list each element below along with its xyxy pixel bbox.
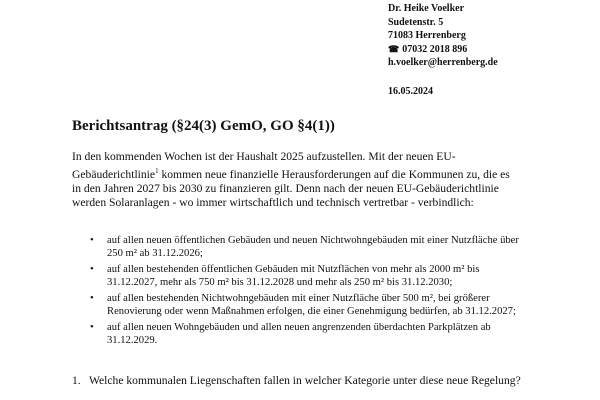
phone-icon: ☎ (388, 43, 400, 54)
document-title: Berichtsantrag (§24(3) GemO, GO §4(1)) (72, 118, 335, 134)
document-date: 16.05.2024 (388, 86, 433, 97)
question-number: 1. (72, 374, 81, 387)
intro-paragraph (72, 150, 512, 210)
bullet-text: auf allen bestehenden öffentlichen Gebäuden mit Nutzflächen von mehr als 2000 m² bis 31.12.2027, mehr als 750 m² bis 31.12.2028 und mehr als 250 m² bis 31.12.2030; (107, 264, 480, 288)
bullet-item (90, 263, 530, 289)
sender-city: 71083 Herrenberg (388, 30, 466, 41)
bullet-item (90, 292, 530, 318)
question-text: Welche kommunalen Liegenschaften fallen in welcher Kategorie unter diese neue Regelung? (89, 374, 521, 387)
bullet-item (90, 234, 530, 260)
bullet-text: auf allen neuen öffentlichen Gebäuden und neuen Nichtwohngebäuden mit einer Nutzfläche über 250 m² ab 31.12.2026; (107, 235, 519, 259)
question-item (72, 374, 532, 388)
sender-street: Sudetenstr. 5 (388, 16, 444, 28)
bullet-text: auf allen bestehenden Nichtwohngebäuden mit einer Nutzfläche über 500 m², bei größerer Renovierung oder wenn Maßnahmen erfolgen, die einer Genehmigung bedürfen, ab 31.12.2027; (107, 293, 516, 317)
sender-phone-row (388, 43, 498, 57)
sender-address-block (388, 2, 498, 70)
bullet-marker: • (90, 293, 94, 304)
intro-text-part2: kommen neue finanzielle Herausforderungen auf die Kommunen zu, die es in den Jahren 2027 bis 2030 zu finanzieren gilt. Denn nach der neuen EU-Gebäuderichtlinie werden Solaranlagen - wo immer wirtschaftlich und technisch vertretbar - verbindlich: (72, 167, 510, 209)
bullet-item (90, 321, 530, 347)
question-list (72, 374, 532, 388)
bullet-text: auf allen neuen Wohngebäuden und allen neuen angrenzenden überdachten Parkplätzen ab 31.12.2029. (107, 322, 491, 346)
bullet-marker: • (90, 264, 94, 275)
bullet-list (90, 234, 530, 350)
sender-name: Dr. Heike Voelker (388, 3, 465, 14)
bullet-marker: • (90, 235, 94, 246)
footnote-marker[interactable]: 1 (155, 167, 159, 175)
bullet-marker: • (90, 322, 94, 333)
sender-email: h.voelker@herrenberg.de (388, 57, 498, 68)
sender-phone: 07032 2018 896 (402, 43, 468, 55)
intro-text-part1: In den kommenden Wochen ist der Haushalt 2025 aufzustellen. Mit der neuen EU-Gebäuderichtlinie (72, 150, 456, 181)
